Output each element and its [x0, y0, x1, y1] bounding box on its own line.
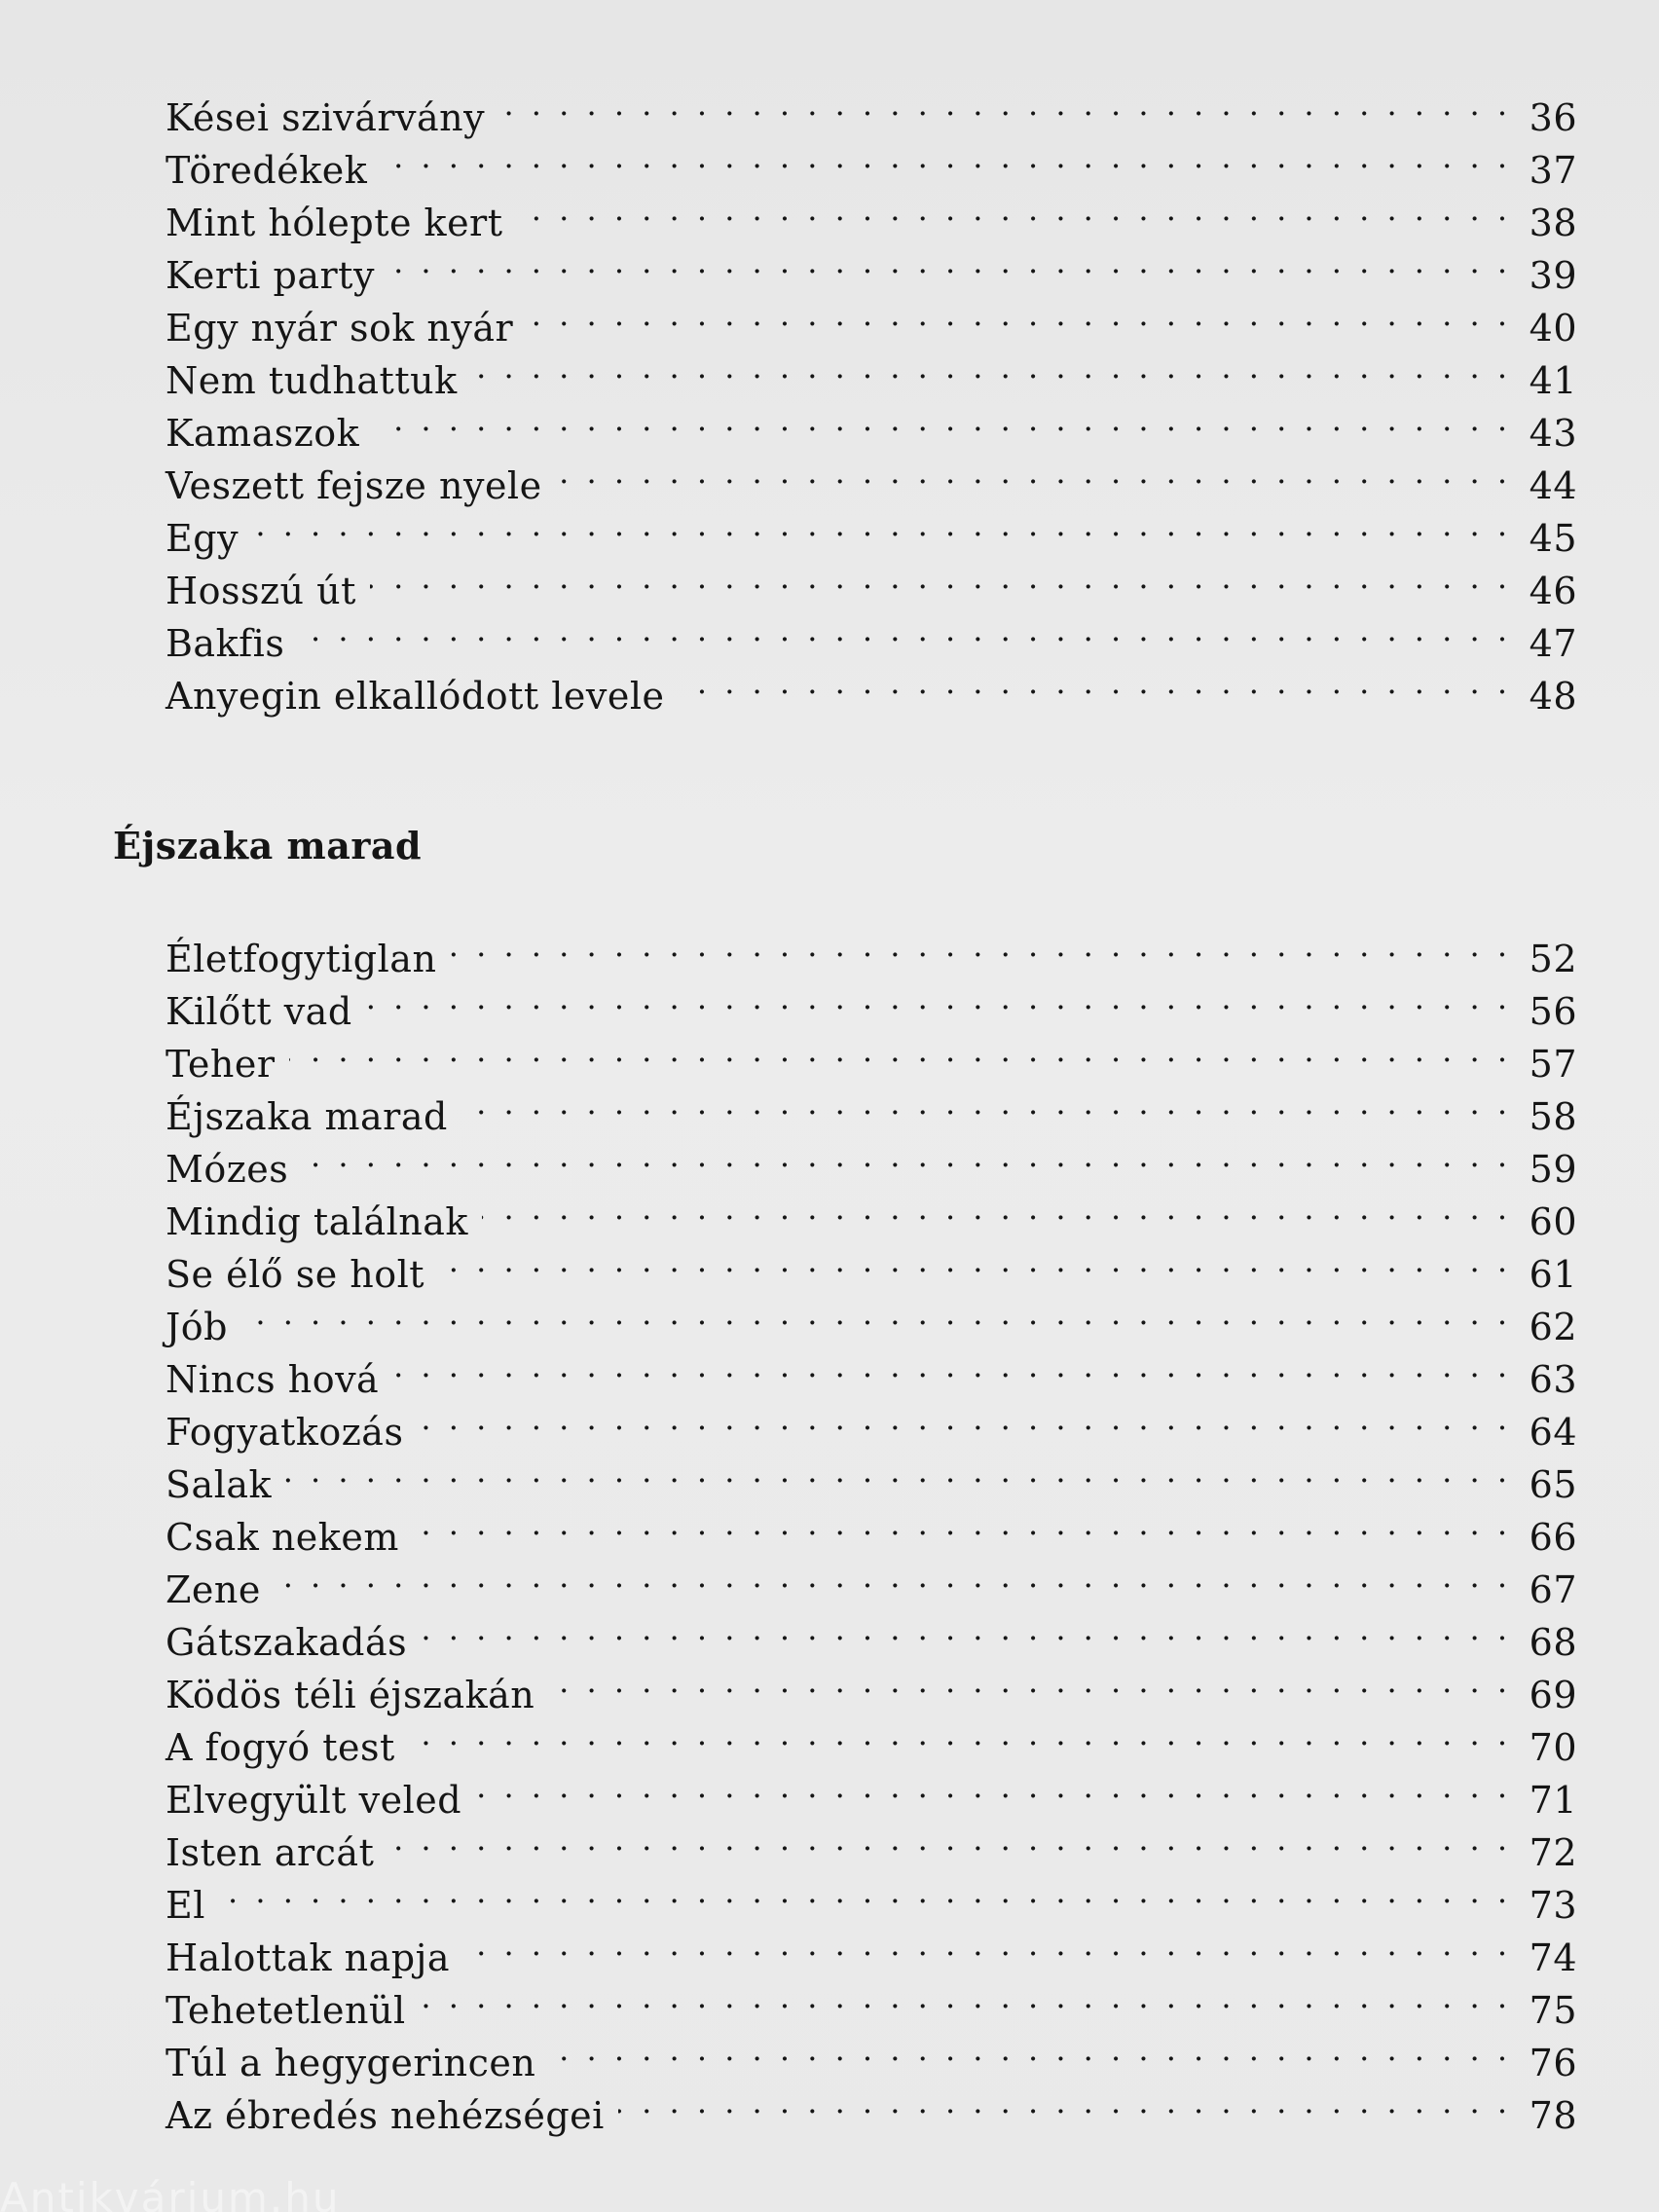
toc-entry-page-number: 70 — [1529, 1726, 1577, 1769]
toc-entry — [166, 1129, 1577, 1191]
toc-entry-page-number: 39 — [1529, 254, 1577, 297]
toc-entry-page-number: 65 — [1529, 1463, 1577, 1506]
toc-entry-title: Teher — [166, 1043, 276, 1086]
toc-entry — [166, 604, 1577, 665]
toc-entry — [166, 656, 1577, 718]
toc-entry-page-number: 76 — [1529, 2042, 1577, 2084]
toc-entry-title: Zene — [166, 1568, 261, 1611]
toc-entry — [166, 1497, 1577, 1559]
toc-entry-title: Egy — [166, 517, 240, 560]
toc-entry — [166, 1603, 1577, 1664]
toc-entry — [166, 1550, 1577, 1611]
toc-entry-page-number: 56 — [1529, 990, 1577, 1033]
toc-entry-title: Salak — [166, 1463, 273, 1506]
dot-leader — [517, 183, 1512, 236]
toc-entry-page-number: 44 — [1529, 464, 1577, 507]
toc-entry — [166, 446, 1577, 507]
toc-entry-title: Mint hólepte kert — [166, 202, 503, 244]
dot-leader — [421, 1603, 1511, 1655]
toc-entry-page-number: 46 — [1529, 570, 1577, 612]
section-heading: Éjszaka marad — [113, 824, 423, 867]
toc-entry — [166, 78, 1577, 139]
toc-entry — [166, 1024, 1577, 1086]
toc-entry-title: Ködös téli éjszakán — [166, 1674, 535, 1716]
toc-entry — [166, 1865, 1577, 1927]
toc-entry-title: Éjszaka marad — [166, 1095, 448, 1138]
toc-entry-title: Anyegin elkallódott levele — [166, 675, 665, 718]
toc-entry-page-number: 78 — [1529, 2094, 1577, 2137]
dot-leader — [471, 341, 1511, 393]
dot-leader — [413, 1497, 1511, 1550]
toc-entry — [166, 1077, 1577, 1138]
toc-entry-page-number: 67 — [1529, 1568, 1577, 1611]
toc-entry-page-number: 45 — [1529, 517, 1577, 560]
dot-leader — [461, 1077, 1511, 1129]
dot-leader — [387, 1813, 1511, 1865]
toc-entry-page-number: 47 — [1529, 622, 1577, 665]
toc-entry — [166, 972, 1577, 1033]
toc-entry-title: Halottak napja — [166, 1936, 451, 1979]
toc-entry-page-number: 59 — [1529, 1148, 1577, 1191]
dot-leader — [498, 78, 1511, 130]
dot-leader — [409, 1708, 1511, 1760]
dot-leader — [252, 498, 1511, 551]
toc-entry-title: Kamaszok — [166, 412, 360, 455]
toc-entry-title: Az ébredés nehézségei — [166, 2094, 605, 2137]
toc-entry-page-number: 64 — [1529, 1411, 1577, 1454]
toc-entry-page-number: 61 — [1529, 1253, 1577, 1296]
toc-entry-title: Gátszakadás — [166, 1621, 408, 1664]
dot-leader — [548, 1655, 1511, 1708]
dot-leader — [373, 393, 1511, 446]
toc-entry-title: Kilőtt vad — [166, 990, 352, 1033]
toc-entry — [166, 498, 1577, 560]
dot-leader — [302, 1129, 1511, 1182]
toc-entry-page-number: 72 — [1529, 1831, 1577, 1874]
toc-entry-title: Isten arcát — [166, 1831, 375, 1874]
toc-entry — [166, 1287, 1577, 1348]
dot-leader — [219, 1865, 1511, 1918]
toc-entry-title: Fogyatkozás — [166, 1411, 404, 1454]
dot-leader — [285, 1445, 1511, 1497]
toc-entry-page-number: 68 — [1529, 1621, 1577, 1664]
toc-entry-title: Kerti party — [166, 254, 375, 297]
dot-leader — [618, 2076, 1511, 2128]
toc-entry-page-number: 57 — [1529, 1043, 1577, 1086]
toc-entry-page-number: 38 — [1529, 202, 1577, 244]
toc-entry-page-number: 69 — [1529, 1674, 1577, 1716]
toc-entry-page-number: 48 — [1529, 675, 1577, 718]
dot-leader — [556, 446, 1511, 498]
dot-leader — [475, 1760, 1511, 1813]
toc-entry-title: Tehetetlenül — [166, 1989, 406, 2032]
toc-entry-page-number: 60 — [1529, 1200, 1577, 1243]
dot-leader — [381, 130, 1511, 183]
dot-leader — [388, 236, 1511, 288]
dot-leader — [298, 604, 1511, 656]
dot-leader — [463, 1918, 1511, 1971]
toc-entry-page-number: 66 — [1529, 1516, 1577, 1559]
dot-leader — [527, 288, 1511, 341]
toc-entry-title: Se élő se holt — [166, 1253, 425, 1296]
toc-entry-title: Hosszú út — [166, 570, 356, 612]
dot-leader — [275, 1550, 1511, 1603]
toc-entry-page-number: 52 — [1529, 938, 1577, 980]
dot-leader — [241, 1287, 1511, 1340]
toc-entry-title: Veszett fejsze nyele — [166, 464, 542, 507]
toc-entry-title: Elvegyült veled — [166, 1779, 462, 1822]
dot-leader — [417, 1392, 1511, 1445]
toc-entry — [166, 1918, 1577, 1979]
toc-entry-page-number: 63 — [1529, 1358, 1577, 1401]
toc-entry-title: Bakfis — [166, 622, 285, 665]
toc-entry-page-number: 74 — [1529, 1936, 1577, 1979]
toc-entry-title: Kései szivárvány — [166, 96, 486, 139]
toc-entry-title: El — [166, 1884, 205, 1927]
dot-leader — [678, 656, 1511, 709]
toc-entry-page-number: 40 — [1529, 307, 1577, 350]
toc-entry-title: Mózes — [166, 1148, 289, 1191]
toc-entry-page-number: 36 — [1529, 96, 1577, 139]
toc-entry — [166, 393, 1577, 455]
toc-entry-page-number: 43 — [1529, 412, 1577, 455]
toc-entry-title: Jób — [166, 1306, 228, 1348]
toc-entry-page-number: 58 — [1529, 1095, 1577, 1138]
dot-leader — [438, 1235, 1511, 1287]
dot-leader — [392, 1340, 1511, 1392]
toc-entry-title: Túl a hegygerincen — [166, 2042, 536, 2084]
toc-entry-title: Mindig találnak — [166, 1200, 468, 1243]
toc-entry-title: Csak nekem — [166, 1516, 399, 1559]
toc-entry-page-number: 75 — [1529, 1989, 1577, 2032]
dot-leader — [450, 919, 1511, 972]
toc-entry-title: Életfogytiglan — [166, 938, 437, 980]
toc-entry-page-number: 73 — [1529, 1884, 1577, 1927]
toc-entry-title: Nincs hová — [166, 1358, 380, 1401]
toc-entry-page-number: 71 — [1529, 1779, 1577, 1822]
toc-entry — [166, 1445, 1577, 1506]
toc-section-1 — [166, 78, 1577, 718]
toc-entry-title: Egy nyár sok nyár — [166, 307, 514, 350]
toc-entry — [166, 1182, 1577, 1243]
toc-entry-title: Töredékek — [166, 149, 368, 192]
toc-entry-title: Nem tudhattuk — [166, 359, 458, 402]
dot-leader — [289, 1024, 1511, 1077]
toc-section-2 — [166, 919, 1577, 2137]
toc-entry-title: A fogyó test — [166, 1726, 395, 1769]
toc-entry-page-number: 62 — [1529, 1306, 1577, 1348]
toc-entry — [166, 551, 1577, 612]
toc-entry-page-number: 37 — [1529, 149, 1577, 192]
dot-leader — [482, 1182, 1511, 1235]
watermark: Antikvárium.hu — [0, 2179, 341, 2212]
toc-entry — [166, 919, 1577, 980]
dot-leader — [549, 2023, 1511, 2076]
toc-entry — [166, 1340, 1577, 1401]
toc-entry-page-number: 41 — [1529, 359, 1577, 402]
dot-leader — [420, 1971, 1511, 2023]
dot-leader — [366, 972, 1511, 1024]
dot-leader — [370, 551, 1511, 604]
